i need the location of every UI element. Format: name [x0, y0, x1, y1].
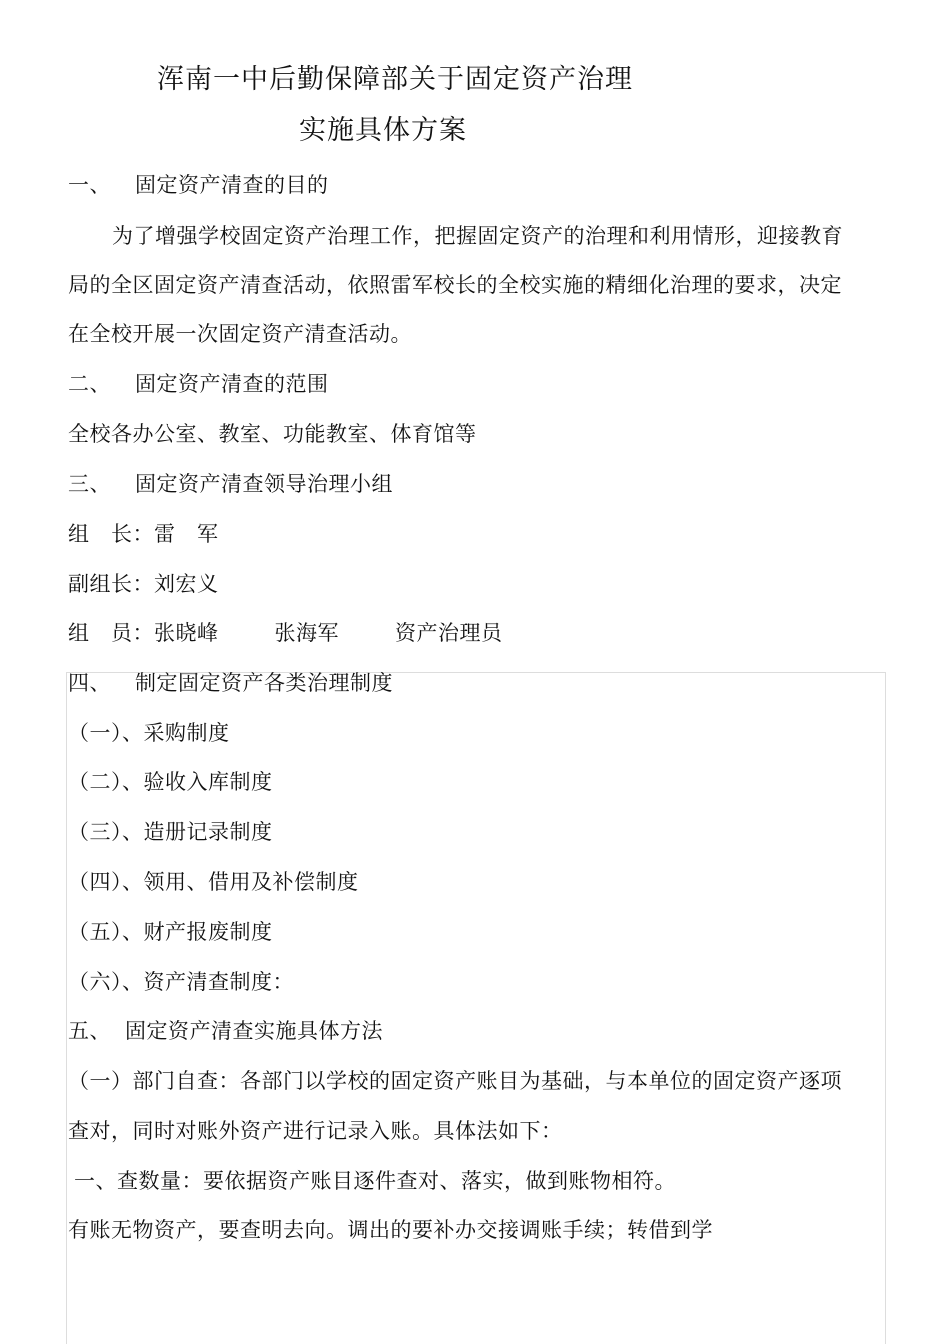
paragraph-1-line-1: 为了增强学校固定资产治理工作，把握固定资产的治理和利用情形，迎接教育 [112, 224, 843, 248]
method-paragraph-line-1: （一）部门自查：各部门以学校的固定资产账目为基础，与本单位的固定资产逐项 [68, 1069, 842, 1093]
section-3-heading [68, 470, 393, 498]
section-3-number: 三、 [68, 472, 111, 496]
group-member-1: 张晓峰 [154, 621, 219, 645]
deputy-leader-label: 副组长： [68, 572, 154, 596]
section-2-title: 固定资产清查的范围 [135, 372, 329, 396]
section-4-number: 四、 [68, 671, 111, 695]
section-1-heading [68, 171, 329, 199]
section-2-heading [68, 370, 329, 398]
section-2-body: 全校各办公室、教室、功能教室、体育馆等 [68, 422, 477, 446]
group-leader-row [68, 520, 219, 548]
rule-item-3: （三）、造册记录制度 [68, 820, 273, 844]
rule-item-4: （四）、领用、借用及补偿制度 [68, 870, 359, 894]
section-4-heading [68, 669, 393, 697]
method-item-missing-assets: 有账无物资产，要查明去向。调出的要补办交接调账手续；转借到学 [68, 1218, 713, 1242]
rule-item-6: （六）、资产清查制度： [68, 970, 294, 994]
group-leader-name: 雷 军 [154, 522, 219, 546]
document-title-line-2: 实施具体方案 [299, 115, 467, 146]
rule-item-5: （五）、财产报废制度 [68, 920, 273, 944]
section-3-title: 固定资产清查领导治理小组 [135, 472, 393, 496]
group-leader-label: 组 长： [68, 522, 154, 546]
frame-left-border [66, 672, 67, 1344]
rule-item-1: （一）、采购制度 [68, 721, 230, 745]
section-1-title: 固定资产清查的目的 [135, 173, 329, 197]
group-members-label: 组 员： [68, 621, 154, 645]
section-5-heading [68, 1017, 383, 1045]
document-title-line-1: 浑南一中后勤保障部关于固定资产治理 [157, 64, 633, 95]
deputy-leader-row [68, 570, 219, 598]
rule-item-2: （二）、验收入库制度 [68, 770, 273, 794]
deputy-leader-name: 刘宏义 [154, 572, 219, 596]
paragraph-1-line-3: 在全校开展一次固定资产清查活动。 [68, 322, 412, 346]
group-members-row [68, 619, 503, 647]
section-4-title: 制定固定资产各类治理制度 [135, 671, 393, 695]
method-item-quantity: 一、查数量：要依据资产账目逐件查对、落实，做到账物相符。 [74, 1169, 676, 1193]
section-5-number: 五、 [68, 1019, 111, 1043]
section-5-title: 固定资产清查实施具体方法 [125, 1019, 383, 1043]
method-paragraph-line-2: 查对，同时对账外资产进行记录入账。具体法如下： [68, 1119, 563, 1143]
section-1-number: 一、 [68, 173, 111, 197]
group-member-2: 张海军 [274, 621, 339, 645]
group-member-3: 资产治理员 [395, 621, 503, 645]
paragraph-1-line-2: 局的全区固定资产清查活动，依照雷军校长的全校实施的精细化治理的要求，决定 [68, 273, 842, 297]
section-2-number: 二、 [68, 372, 111, 396]
frame-right-border [885, 672, 886, 1344]
